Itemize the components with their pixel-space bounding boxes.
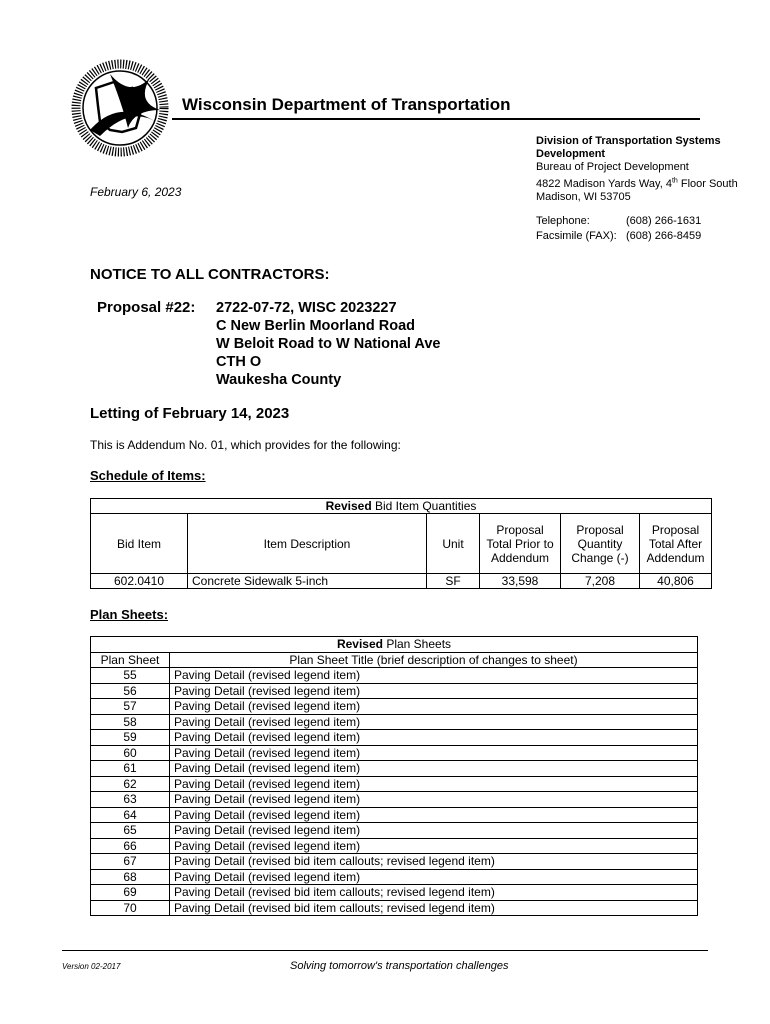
table-row — [91, 745, 698, 761]
notice-title: NOTICE TO ALL CONTRACTORS: — [90, 266, 330, 283]
column-header: Bid Item — [91, 514, 188, 574]
sheet-title-cell: Paving Detail (revised bid item callouts; revised legend item) — [170, 854, 698, 870]
sheet-number-cell: 60 — [91, 745, 170, 761]
telephone-number: (608) 266-1631 — [626, 215, 702, 227]
column-header: Unit — [427, 514, 480, 574]
column-header: Item Description — [188, 514, 427, 574]
sheet-number-cell: 59 — [91, 730, 170, 746]
header-rule — [172, 118, 700, 120]
sheet-title-cell: Paving Detail (revised legend item) — [170, 745, 698, 761]
fax-label: Facsimile (FAX): — [536, 230, 617, 242]
sheet-number-cell: 66 — [91, 838, 170, 854]
sheet-title-cell: Paving Detail (revised legend item) — [170, 792, 698, 808]
letter-date: February 6, 2023 — [90, 185, 182, 199]
change-cell: 7,208 — [561, 574, 640, 589]
table-row — [91, 823, 698, 839]
sheet-title-cell: Paving Detail (revised legend item) — [170, 714, 698, 730]
sheet-number-cell: 70 — [91, 900, 170, 916]
table-row — [91, 683, 698, 699]
proposal-details — [216, 299, 440, 389]
sheet-title-cell: Paving Detail (revised legend item) — [170, 838, 698, 854]
address-line: 4822 Madison Yards Way, 4th Floor South — [536, 177, 738, 190]
table-row — [91, 838, 698, 854]
sheet-title-cell: Paving Detail (revised legend item) — [170, 761, 698, 777]
sheet-title-cell: Paving Detail (revised legend item) — [170, 823, 698, 839]
table-row — [91, 807, 698, 823]
sheet-number-cell: 61 — [91, 761, 170, 777]
column-header: Plan Sheet — [91, 652, 170, 668]
proposal-label: Proposal #22: — [97, 299, 196, 316]
table-row — [91, 668, 698, 684]
contact-info — [536, 214, 701, 244]
sheet-number-cell: 63 — [91, 792, 170, 808]
prior-total-cell: 33,598 — [480, 574, 561, 589]
table-row — [91, 761, 698, 777]
version-label: Version 02-2017 — [62, 962, 121, 971]
table-caption: Revised Bid Item Quantities — [91, 499, 712, 514]
sheet-number-cell: 58 — [91, 714, 170, 730]
sheet-number-cell: 62 — [91, 776, 170, 792]
telephone-label: Telephone: — [536, 215, 590, 227]
sheet-title-cell: Paving Detail (revised bid item callouts; revised legend item) — [170, 900, 698, 916]
table-row — [91, 854, 698, 870]
address-line: Bureau of Project Development — [536, 161, 689, 173]
addendum-text: This is Addendum No. 01, which provides for the following: — [90, 438, 401, 452]
sheet-number-cell: 69 — [91, 885, 170, 901]
after-total-cell: 40,806 — [640, 574, 712, 589]
agency-name: Wisconsin Department of Transportation — [182, 95, 511, 114]
schedule-heading: Schedule of Items: — [90, 468, 206, 483]
sheet-title-cell: Paving Detail (revised legend item) — [170, 807, 698, 823]
footer-tagline: Solving tomorrow's transportation challenges — [290, 960, 509, 972]
sheet-number-cell: 57 — [91, 699, 170, 715]
table-row — [91, 699, 698, 715]
division-line: Development — [536, 148, 606, 160]
sheet-number-cell: 56 — [91, 683, 170, 699]
table-row — [91, 885, 698, 901]
sheet-title-cell: Paving Detail (revised legend item) — [170, 683, 698, 699]
column-header: Proposal Total After Addendum — [640, 514, 712, 574]
sheet-number-cell: 65 — [91, 823, 170, 839]
column-header: Proposal Quantity Change (-) — [561, 514, 640, 574]
sheet-title-cell: Paving Detail (revised legend item) — [170, 730, 698, 746]
description-cell: Concrete Sidewalk 5-inch — [188, 574, 427, 589]
sheet-number-cell: 67 — [91, 854, 170, 870]
sheet-number-cell: 64 — [91, 807, 170, 823]
division-line: Division of Transportation Systems — [536, 135, 721, 147]
proposal-line: CTH O — [216, 354, 262, 370]
table-row — [91, 792, 698, 808]
column-header: Proposal Total Prior to Addendum — [480, 514, 561, 574]
sheet-title-cell: Paving Detail (revised legend item) — [170, 668, 698, 684]
table-row — [91, 714, 698, 730]
wisdot-logo — [70, 58, 170, 158]
table-row — [91, 776, 698, 792]
footer-rule — [62, 950, 708, 951]
table-row — [91, 869, 698, 885]
plan-sheets-heading: Plan Sheets: — [90, 607, 169, 622]
plan-sheets-table — [90, 636, 698, 916]
table-row — [91, 900, 698, 916]
table-row — [91, 574, 712, 589]
proposal-line: C New Berlin Moorland Road — [216, 318, 415, 334]
proposal-line: Waukesha County — [216, 372, 342, 388]
sheet-title-cell: Paving Detail (revised legend item) — [170, 699, 698, 715]
unit-cell: SF — [427, 574, 480, 589]
proposal-line: 2722-07-72, WISC 2023227 — [216, 300, 397, 316]
address-line: Madison, WI 53705 — [536, 190, 631, 203]
sheet-title-cell: Paving Detail (revised bid item callouts; revised legend item) — [170, 885, 698, 901]
sheet-number-cell: 68 — [91, 869, 170, 885]
division-address — [536, 135, 738, 204]
fax-number: (608) 266-8459 — [626, 230, 702, 242]
bid-item-cell: 602.0410 — [91, 574, 188, 589]
sheet-title-cell: Paving Detail (revised legend item) — [170, 869, 698, 885]
sheet-title-cell: Paving Detail (revised legend item) — [170, 776, 698, 792]
bid-item-table — [90, 498, 712, 589]
sheet-number-cell: 55 — [91, 668, 170, 684]
proposal-line: W Beloit Road to W National Ave — [216, 336, 441, 352]
letting-date: Letting of February 14, 2023 — [90, 405, 290, 422]
column-header: Plan Sheet Title (brief description of changes to sheet) — [170, 652, 698, 668]
table-row — [91, 730, 698, 746]
table-caption: Revised Plan Sheets — [91, 637, 698, 653]
